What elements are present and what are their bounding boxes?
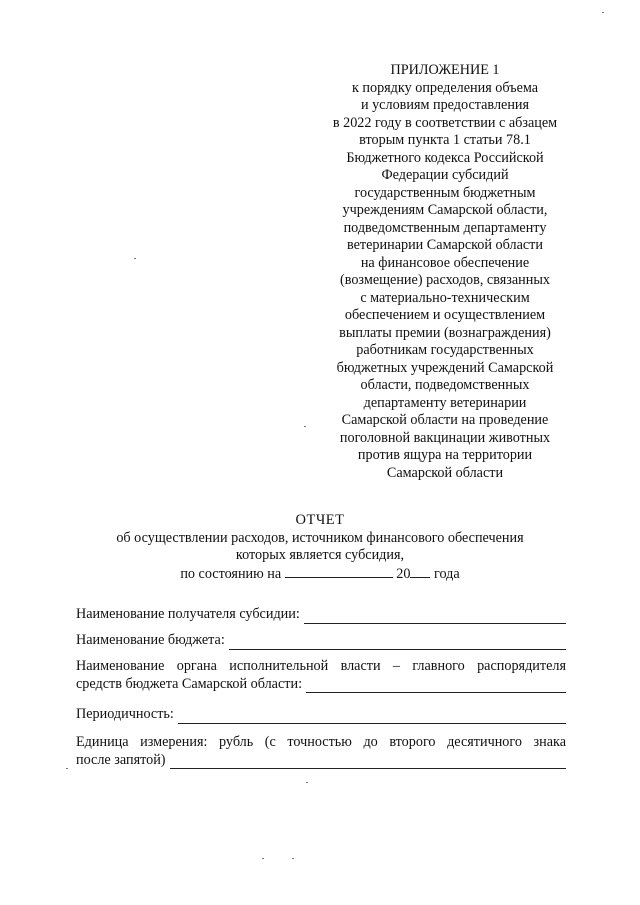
budget-blank[interactable] — [229, 636, 566, 650]
appendix-line: к порядку определения объема — [351, 79, 539, 96]
appendix-line: учреждениям Самарской области, — [342, 202, 548, 218]
report-subtitle: об осуществлении расходов, источником финансового обеспечения — [116, 529, 524, 546]
report-header — [60, 512, 580, 583]
budget-label: Наименование бюджета: — [76, 632, 225, 648]
report-title: ОТЧЕТ — [295, 512, 345, 528]
appendix-line: и условиям предоставления — [360, 97, 530, 113]
appendix-line: (возмещение) расходов, связанных — [340, 272, 550, 288]
appendix-line: бюджетных учреждений Самарской — [336, 359, 554, 376]
appendix-line: работникам государственных — [356, 342, 534, 358]
appendix-line: департаменту ветеринарии — [363, 394, 527, 411]
periodicity-field — [76, 706, 566, 724]
appendix-line: ветеринарии Самарской области — [347, 237, 543, 253]
scan-speck — [66, 768, 68, 769]
date-year-prefix: 20 — [396, 565, 411, 582]
authority-field — [76, 658, 566, 693]
appendix-line: подведомственным департаменту — [343, 219, 547, 236]
report-date-line — [60, 565, 580, 584]
unit-label-line2: после запятой) — [76, 751, 166, 768]
scan-speck — [262, 858, 264, 859]
appendix-block — [325, 62, 565, 482]
year-blank[interactable] — [410, 565, 430, 578]
appendix-line: в 2022 году в соответствии с абзацем — [332, 114, 558, 131]
scan-speck — [306, 782, 308, 783]
scan-speck — [602, 12, 604, 13]
appendix-line: Бюджетного кодекса Российской — [346, 149, 544, 166]
date-blank[interactable] — [285, 565, 393, 578]
periodicity-blank[interactable] — [178, 710, 566, 724]
budget-field — [76, 632, 566, 650]
appendix-line: Самарской области на проведение — [341, 412, 549, 428]
scan-speck — [134, 258, 136, 259]
appendix-line: вторым пункта 1 статьи 78.1 — [359, 132, 531, 148]
appendix-line: на финансовое обеспечение — [360, 254, 530, 271]
recipient-field — [76, 606, 566, 624]
appendix-line: области, подведомственных — [360, 377, 530, 393]
date-suffix: года — [434, 565, 460, 582]
appendix-line: Самарской области — [386, 464, 504, 481]
appendix-line: поголовной вакцинации животных — [339, 429, 551, 446]
periodicity-label: Периодичность: — [76, 706, 174, 722]
scan-speck — [292, 858, 294, 859]
authority-blank[interactable] — [306, 679, 566, 693]
appendix-line: выплаты премии (вознаграждения) — [339, 324, 551, 341]
date-prefix: по состоянию на — [180, 565, 282, 582]
scan-speck — [304, 426, 306, 427]
appendix-heading: ПРИЛОЖЕНИЕ 1 — [390, 62, 500, 78]
unit-blank[interactable] — [170, 755, 566, 769]
recipient-label: Наименование получателя субсидии: — [76, 606, 300, 622]
appendix-line: с материально-техническим — [360, 289, 530, 306]
appendix-line: против ящура на территории — [357, 447, 533, 463]
authority-label-line2: средств бюджета Самарской области: — [76, 675, 303, 692]
unit-field — [76, 734, 566, 769]
unit-label-line1: Единица измерения: рубль (с точностью до второго десятичного знака — [76, 734, 566, 750]
appendix-line: обеспечением и осуществлением — [344, 307, 546, 323]
appendix-line: Федерации субсидий — [381, 167, 509, 183]
recipient-blank[interactable] — [304, 610, 566, 624]
report-subtitle: которых является субсидия, — [235, 547, 405, 563]
appendix-line: государственным бюджетным — [354, 184, 536, 201]
authority-label-line1: Наименование органа исполнительной власти – главного распорядителя — [76, 658, 566, 674]
